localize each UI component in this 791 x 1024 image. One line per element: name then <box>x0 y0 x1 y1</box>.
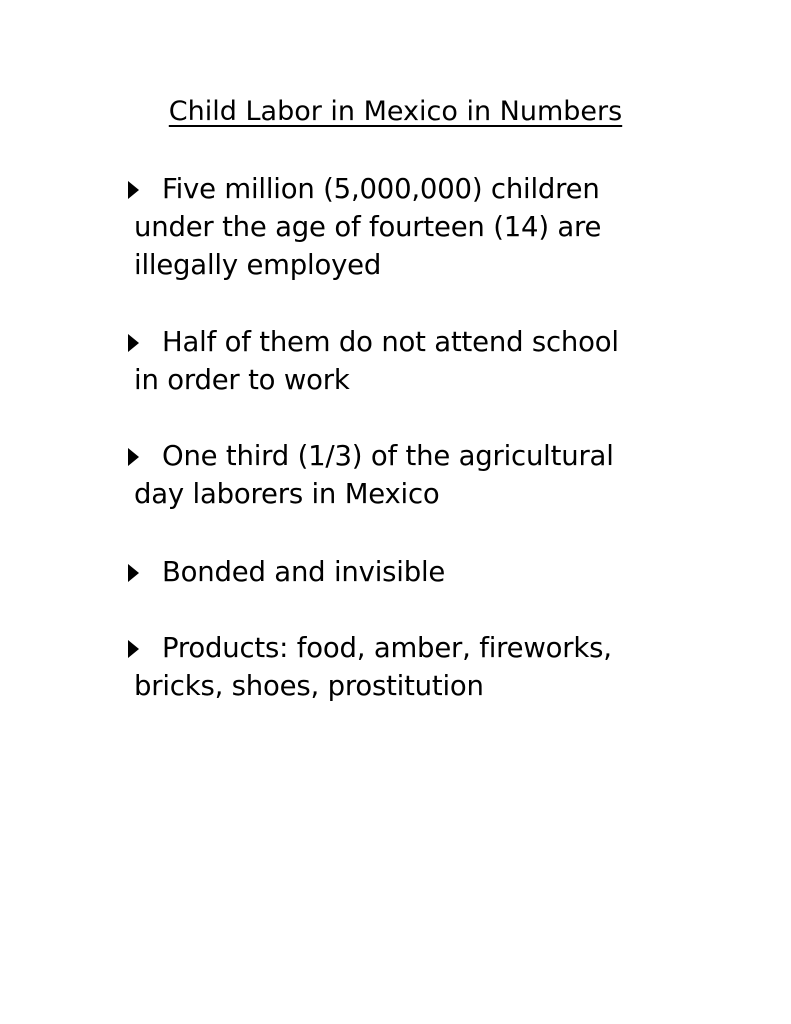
bullet-line: Half of them do not attend school <box>162 326 619 358</box>
right-triangle-bullet-icon <box>128 181 139 199</box>
bullet-line: One third (1/3) of the agricultural <box>162 440 614 472</box>
bullet-line: Five million (5,000,000) children <box>162 173 600 205</box>
bullet-item-bonded <box>128 553 668 591</box>
bullet-line: under the age of fourteen (14) are <box>134 211 602 243</box>
bullet-line: Bonded and invisible <box>162 556 446 588</box>
bullet-item-one-third <box>128 437 668 513</box>
bullet-line: day laborers in Mexico <box>134 478 440 510</box>
bullet-line: in order to work <box>134 364 350 396</box>
bullet-line: Products: food, amber, fireworks, <box>162 632 612 664</box>
right-triangle-bullet-icon <box>128 564 139 582</box>
bullet-item-products <box>128 629 668 705</box>
bullet-line: illegally employed <box>134 249 382 281</box>
right-triangle-bullet-icon <box>128 448 139 466</box>
bullet-item-half-school <box>128 323 668 399</box>
right-triangle-bullet-icon <box>128 334 139 352</box>
right-triangle-bullet-icon <box>128 640 139 658</box>
page-title: Child Labor in Mexico in Numbers <box>168 96 623 127</box>
bullet-item-five-million <box>128 170 668 284</box>
bullet-line: bricks, shoes, prostitution <box>134 670 484 702</box>
